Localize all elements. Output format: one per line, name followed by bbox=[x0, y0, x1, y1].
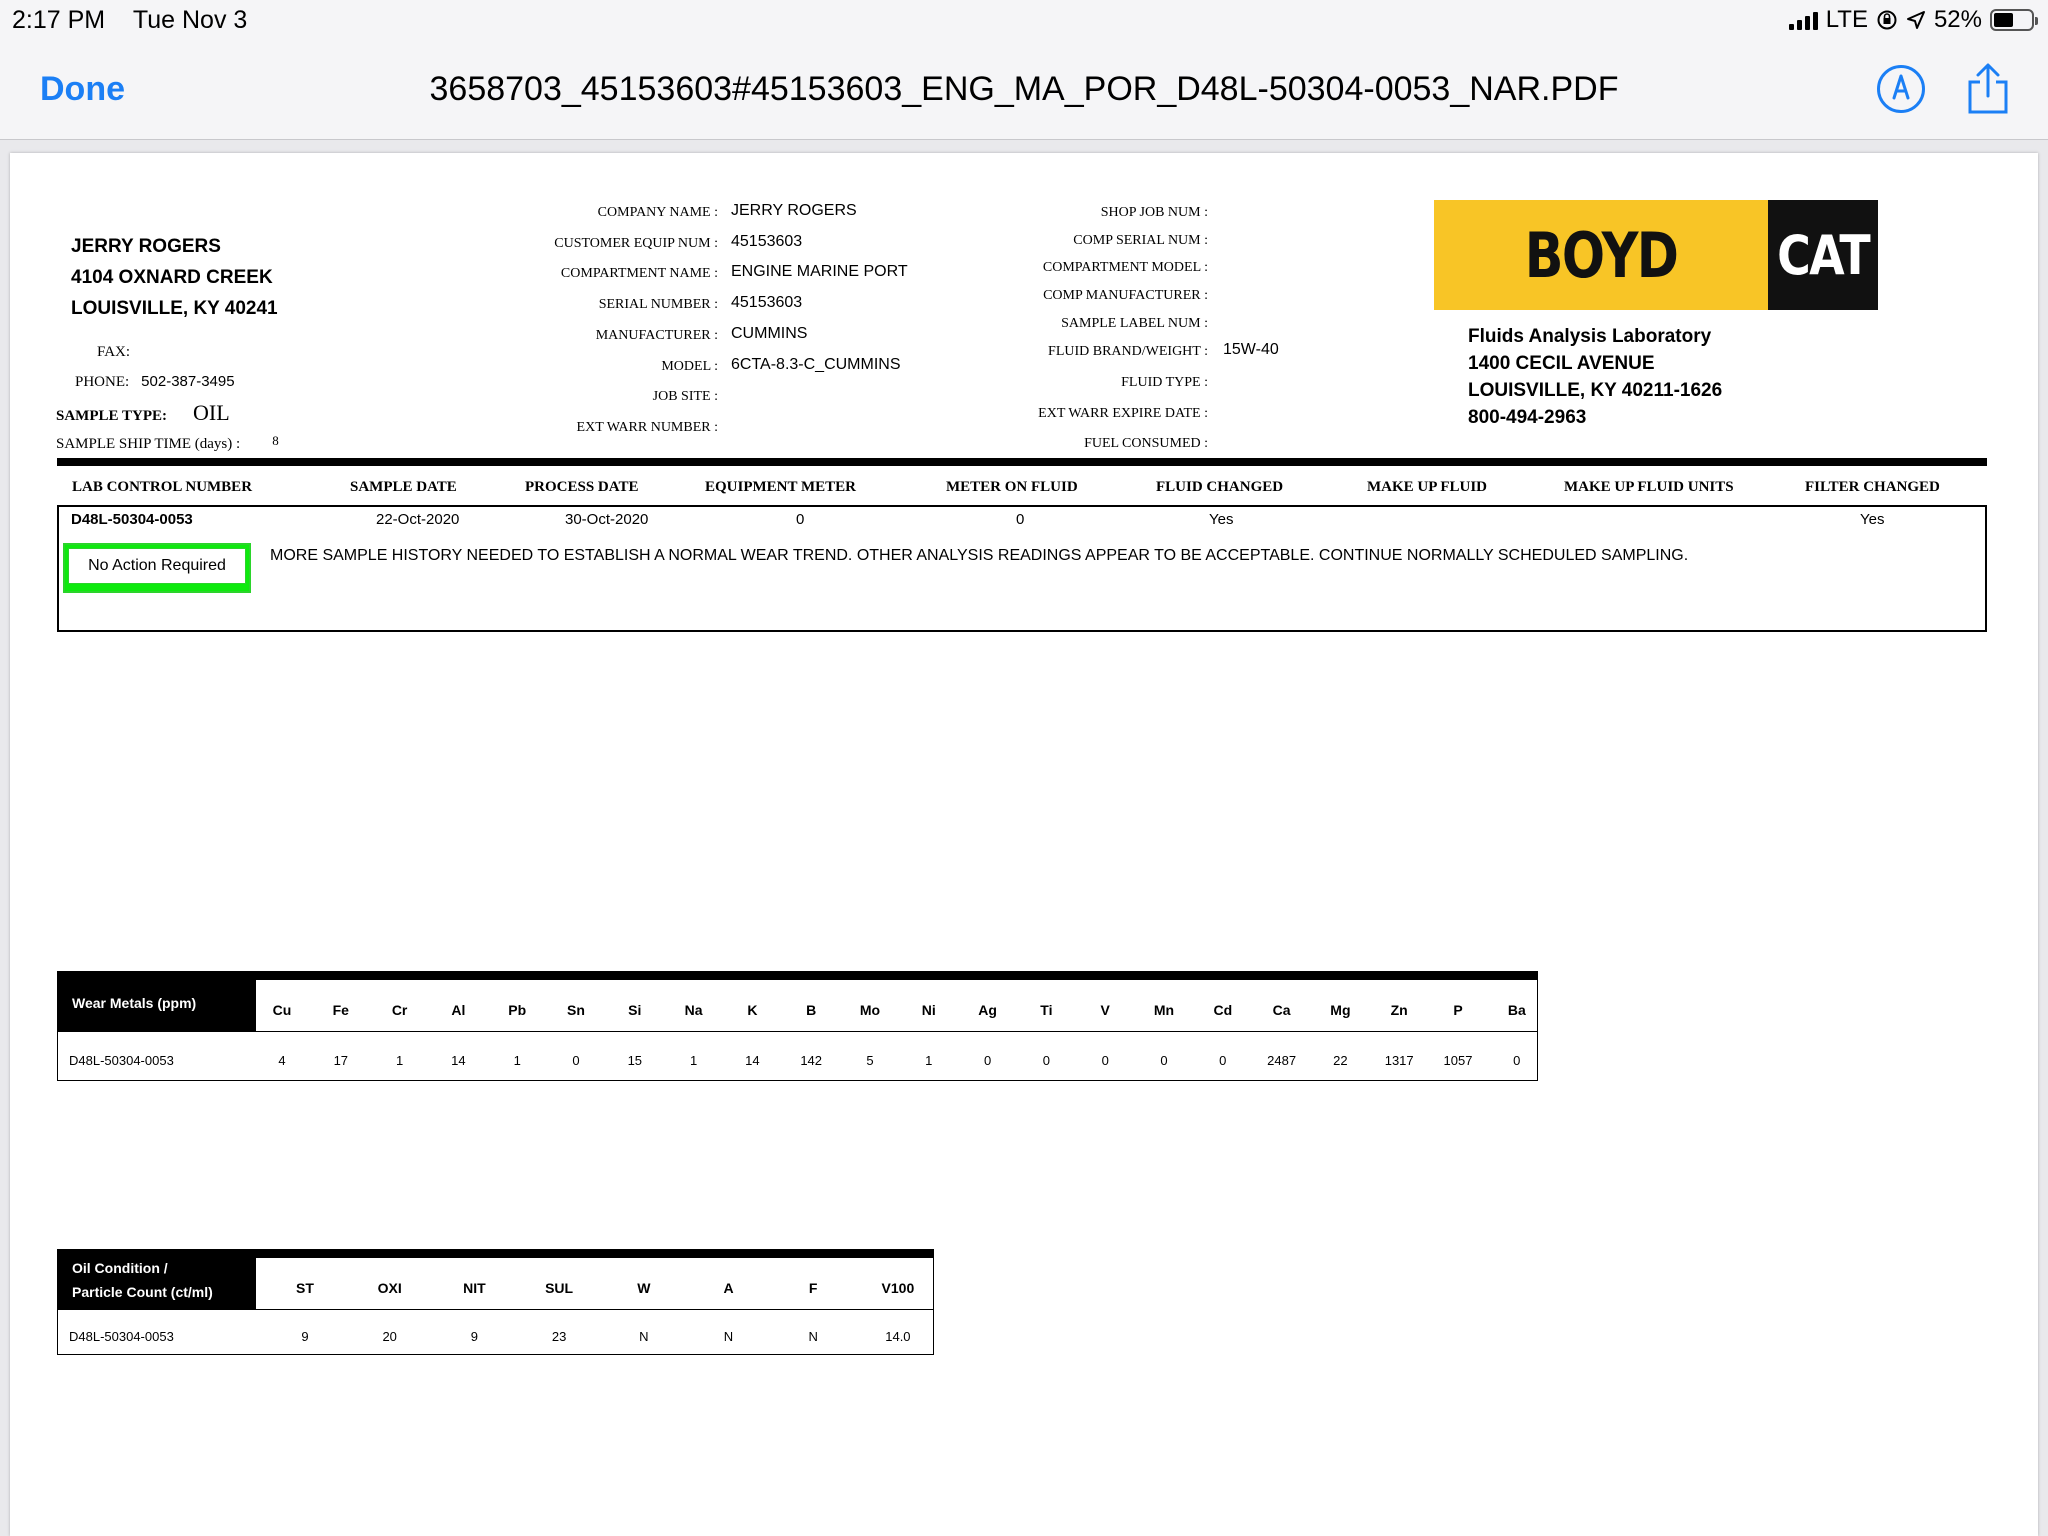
table-cell: 15 bbox=[627, 1053, 643, 1068]
table-cell: 0 bbox=[1513, 1053, 1521, 1068]
info-field-value: CUMMINS bbox=[731, 325, 808, 342]
sample-type-row bbox=[56, 400, 230, 426]
column-header: F bbox=[808, 1280, 818, 1296]
table-top-rule bbox=[58, 972, 1537, 980]
header-make-up-fluid: MAKE UP FLUID bbox=[1367, 479, 1487, 495]
column-header: Ba bbox=[1507, 1002, 1526, 1018]
table-cell: 14 bbox=[451, 1053, 466, 1068]
header-meter-on-fluid: METER ON FLUID bbox=[946, 479, 1078, 495]
location-icon bbox=[1906, 10, 1926, 30]
customer-address bbox=[71, 231, 278, 324]
boyd-logo bbox=[1434, 200, 1768, 310]
table-cell: 14.0 bbox=[885, 1329, 911, 1344]
pdf-page bbox=[10, 153, 2038, 1536]
column-header: Ni bbox=[921, 1002, 936, 1018]
status-time bbox=[12, 6, 247, 35]
column-header: W bbox=[637, 1280, 651, 1296]
boyd-logo-text: BOYD bbox=[1524, 218, 1678, 292]
cellular-signal-icon bbox=[1789, 10, 1818, 30]
column-header: Na bbox=[684, 1002, 703, 1018]
column-header: OXI bbox=[377, 1280, 402, 1296]
table-divider bbox=[58, 1031, 1537, 1032]
sample-date: 22-Oct-2020 bbox=[376, 511, 460, 528]
column-header: Ti bbox=[1040, 1002, 1053, 1018]
table-cell: N bbox=[808, 1329, 818, 1344]
info-field-label: COMPARTMENT NAME : bbox=[560, 266, 718, 281]
info-field-value: ENGINE MARINE PORT bbox=[731, 263, 908, 280]
customer-address-line1: 4104 OXNARD CREEK bbox=[71, 267, 273, 288]
column-header: Fe bbox=[332, 1002, 349, 1018]
table-cell: 5 bbox=[866, 1053, 874, 1068]
share-icon bbox=[1966, 62, 2010, 116]
document-title: 3658703_45153603#45153603_ENG_MA_POR_D48L-50304-0053_NAR.PDF bbox=[429, 70, 1619, 108]
column-header: K bbox=[747, 1002, 758, 1018]
battery-percent: 52% bbox=[1933, 6, 1982, 33]
info-field-label: EXT WARR NUMBER : bbox=[576, 420, 718, 435]
info-field-value: 6CTA-8.3-C_CUMMINS bbox=[731, 356, 901, 373]
header-filter-changed: FILTER CHANGED bbox=[1805, 479, 1940, 495]
info-field-label: SERIAL NUMBER : bbox=[598, 297, 718, 312]
header-make-up-fluid-units: MAKE UP FLUID UNITS bbox=[1564, 479, 1734, 495]
lab-phone: 800-494-2963 bbox=[1468, 407, 1587, 428]
table-cell: 23 bbox=[551, 1329, 567, 1344]
orientation-lock-icon bbox=[1876, 9, 1898, 31]
table-cell: 1317 bbox=[1384, 1053, 1414, 1068]
analysis-comment: MORE SAMPLE HISTORY NEEDED TO ESTABLISH A NORMAL WEAR TREND. OTHER ANALYSIS READINGS APPEAR TO BE ACCEPTABLE. CONTINUE NORMALLY SCHEDULED SAMPLING. bbox=[270, 547, 1689, 564]
info-field-label: FLUID TYPE : bbox=[1121, 375, 1208, 390]
info-field-label: EXT WARR EXPIRE DATE : bbox=[1038, 406, 1208, 421]
info-field-label: CUSTOMER EQUIP NUM : bbox=[554, 236, 718, 251]
oil-condition-title-line2: Particle Count (ct/ml) bbox=[72, 1284, 213, 1300]
header-lab-control-number: LAB CONTROL NUMBER bbox=[72, 479, 253, 495]
table-cell: 1 bbox=[513, 1053, 521, 1068]
status-date: Tue Nov 3 bbox=[132, 6, 248, 34]
customer-name: JERRY ROGERS bbox=[71, 236, 221, 257]
wear-metals-title: Wear Metals (ppm) bbox=[58, 972, 256, 1031]
table-cell: 1 bbox=[925, 1053, 933, 1068]
column-header: P bbox=[1453, 1002, 1463, 1018]
column-header: ST bbox=[296, 1280, 314, 1296]
done-button[interactable]: Done bbox=[40, 70, 125, 108]
customer-address-line2: LOUISVILLE, KY 40241 bbox=[71, 298, 278, 319]
wear-metals-table bbox=[57, 971, 1538, 1081]
phone-label: PHONE: bbox=[75, 374, 130, 390]
table-cell: 0 bbox=[1042, 1053, 1050, 1068]
column-header: Si bbox=[628, 1002, 642, 1018]
column-header: Mo bbox=[859, 1002, 881, 1018]
lab-name: Fluids Analysis Laboratory bbox=[1468, 326, 1712, 347]
document-nav-bar bbox=[0, 40, 2048, 140]
table-cell: 0 bbox=[983, 1053, 992, 1068]
header-process-date: PROCESS DATE bbox=[525, 479, 639, 495]
column-header: Ag bbox=[978, 1002, 997, 1018]
table-cell: 0 bbox=[572, 1053, 580, 1068]
network-type: LTE bbox=[1825, 6, 1868, 33]
markup-pen-icon bbox=[1880, 68, 1922, 110]
status-badge bbox=[63, 543, 251, 593]
fax-row bbox=[97, 343, 142, 361]
column-header: Sn bbox=[567, 1002, 585, 1018]
info-field-label: COMP MANUFACTURER : bbox=[1043, 288, 1208, 303]
table-cell: 14 bbox=[745, 1053, 760, 1068]
info-field-label: COMPARTMENT MODEL : bbox=[1042, 260, 1208, 275]
oil-condition-table bbox=[57, 1249, 934, 1355]
status-badge-label: No Action Required bbox=[68, 548, 246, 584]
sample-ship-time-row bbox=[56, 433, 279, 453]
table-cell: 2487 bbox=[1267, 1053, 1297, 1068]
phone-row bbox=[75, 373, 235, 391]
info-field-label: SHOP JOB NUM : bbox=[1100, 205, 1208, 220]
lab-address-line2: LOUISVILLE, KY 40211-1626 bbox=[1468, 380, 1723, 401]
header-equipment-meter: EQUIPMENT METER bbox=[705, 479, 856, 495]
info-field-label: MODEL : bbox=[661, 359, 718, 374]
markup-button[interactable] bbox=[1877, 65, 1925, 113]
oil-condition-title bbox=[58, 1250, 256, 1309]
phone-value: 502-387-3495 bbox=[141, 373, 235, 390]
column-header: V100 bbox=[881, 1280, 915, 1296]
table-cell: 20 bbox=[382, 1329, 397, 1344]
table-cell: 17 bbox=[333, 1053, 349, 1068]
wear-metals-row-id: D48L-50304-0053 bbox=[69, 1053, 174, 1068]
table-cell: 0 bbox=[1160, 1053, 1168, 1068]
table-cell: 1057 bbox=[1443, 1053, 1473, 1068]
ship-time-label: SAMPLE SHIP TIME (days) : bbox=[56, 436, 241, 452]
column-header: NIT bbox=[463, 1280, 486, 1296]
header-fluid-changed: FLUID CHANGED bbox=[1156, 479, 1284, 495]
column-header: Ca bbox=[1272, 1002, 1291, 1018]
column-header: Mg bbox=[1330, 1002, 1351, 1018]
table-cell: 1 bbox=[689, 1053, 698, 1068]
info-field-value: 45153603 bbox=[731, 294, 803, 311]
table-cell: 4 bbox=[278, 1053, 286, 1068]
column-header: A bbox=[723, 1280, 734, 1296]
fluid-changed: Yes bbox=[1209, 511, 1234, 528]
column-header: Cu bbox=[272, 1002, 292, 1018]
oil-condition-title-line1: Oil Condition / bbox=[72, 1260, 168, 1276]
sample-type-value: OIL bbox=[192, 400, 230, 425]
table-cell: 142 bbox=[800, 1053, 823, 1068]
battery-icon bbox=[1990, 9, 2034, 31]
table-divider bbox=[58, 1309, 933, 1310]
fax-label: FAX: bbox=[97, 344, 131, 360]
table-cell: 0 bbox=[1101, 1053, 1109, 1068]
column-header: Cr bbox=[391, 1002, 408, 1018]
table-cell: 9 bbox=[470, 1329, 478, 1344]
lab-address bbox=[1468, 323, 1722, 431]
equipment-meter: 0 bbox=[796, 511, 805, 528]
sample-type-label: SAMPLE TYPE: bbox=[56, 408, 167, 424]
cat-logo bbox=[1768, 200, 1878, 310]
table-cell: 1 bbox=[395, 1053, 404, 1068]
status-time-text: 2:17 PM bbox=[12, 6, 106, 34]
info-field-label: COMPANY NAME : bbox=[597, 205, 718, 220]
column-header: SUL bbox=[545, 1280, 574, 1296]
lab-control-number: D48L-50304-0053 bbox=[71, 511, 193, 528]
status-indicators bbox=[1789, 6, 2034, 34]
meter-on-fluid: 0 bbox=[1016, 511, 1025, 528]
column-header: Zn bbox=[1390, 1002, 1408, 1018]
oil-condition-row-id: D48L-50304-0053 bbox=[69, 1329, 174, 1344]
share-button[interactable] bbox=[1966, 62, 2010, 116]
filter-changed: Yes bbox=[1860, 511, 1885, 528]
column-header: Pb bbox=[508, 1002, 527, 1018]
info-field-label: COMP SERIAL NUM : bbox=[1073, 233, 1208, 248]
table-cell: 22 bbox=[1333, 1053, 1348, 1068]
column-header: Cd bbox=[1213, 1002, 1233, 1018]
ship-time-value: 8 bbox=[272, 433, 279, 448]
status-bar bbox=[0, 0, 2048, 40]
table-cell: 9 bbox=[301, 1329, 309, 1344]
table-cell: N bbox=[723, 1329, 734, 1344]
table-cell: N bbox=[639, 1329, 649, 1344]
info-field-label: JOB SITE : bbox=[652, 389, 718, 404]
section-divider bbox=[57, 458, 1987, 466]
lab-address-line1: 1400 CECIL AVENUE bbox=[1468, 353, 1655, 374]
info-field-label: SAMPLE LABEL NUM : bbox=[1061, 316, 1208, 331]
column-header: Mn bbox=[1153, 1002, 1175, 1018]
column-header: Al bbox=[451, 1002, 466, 1018]
info-field-value: 45153603 bbox=[731, 233, 803, 250]
header-sample-date: SAMPLE DATE bbox=[350, 479, 457, 495]
info-field-label: FLUID BRAND/WEIGHT : bbox=[1048, 344, 1208, 359]
info-field-value: JERRY ROGERS bbox=[731, 202, 857, 219]
info-field-label: MANUFACTURER : bbox=[595, 328, 718, 343]
table-cell: 0 bbox=[1219, 1053, 1227, 1068]
column-header: V bbox=[1100, 1002, 1110, 1018]
column-header: B bbox=[806, 1002, 817, 1018]
cat-logo-text: CAT bbox=[1777, 223, 1869, 287]
info-field-label: FUEL CONSUMED : bbox=[1084, 436, 1208, 451]
info-field-value: 15W-40 bbox=[1223, 341, 1279, 358]
process-date: 30-Oct-2020 bbox=[565, 511, 649, 528]
